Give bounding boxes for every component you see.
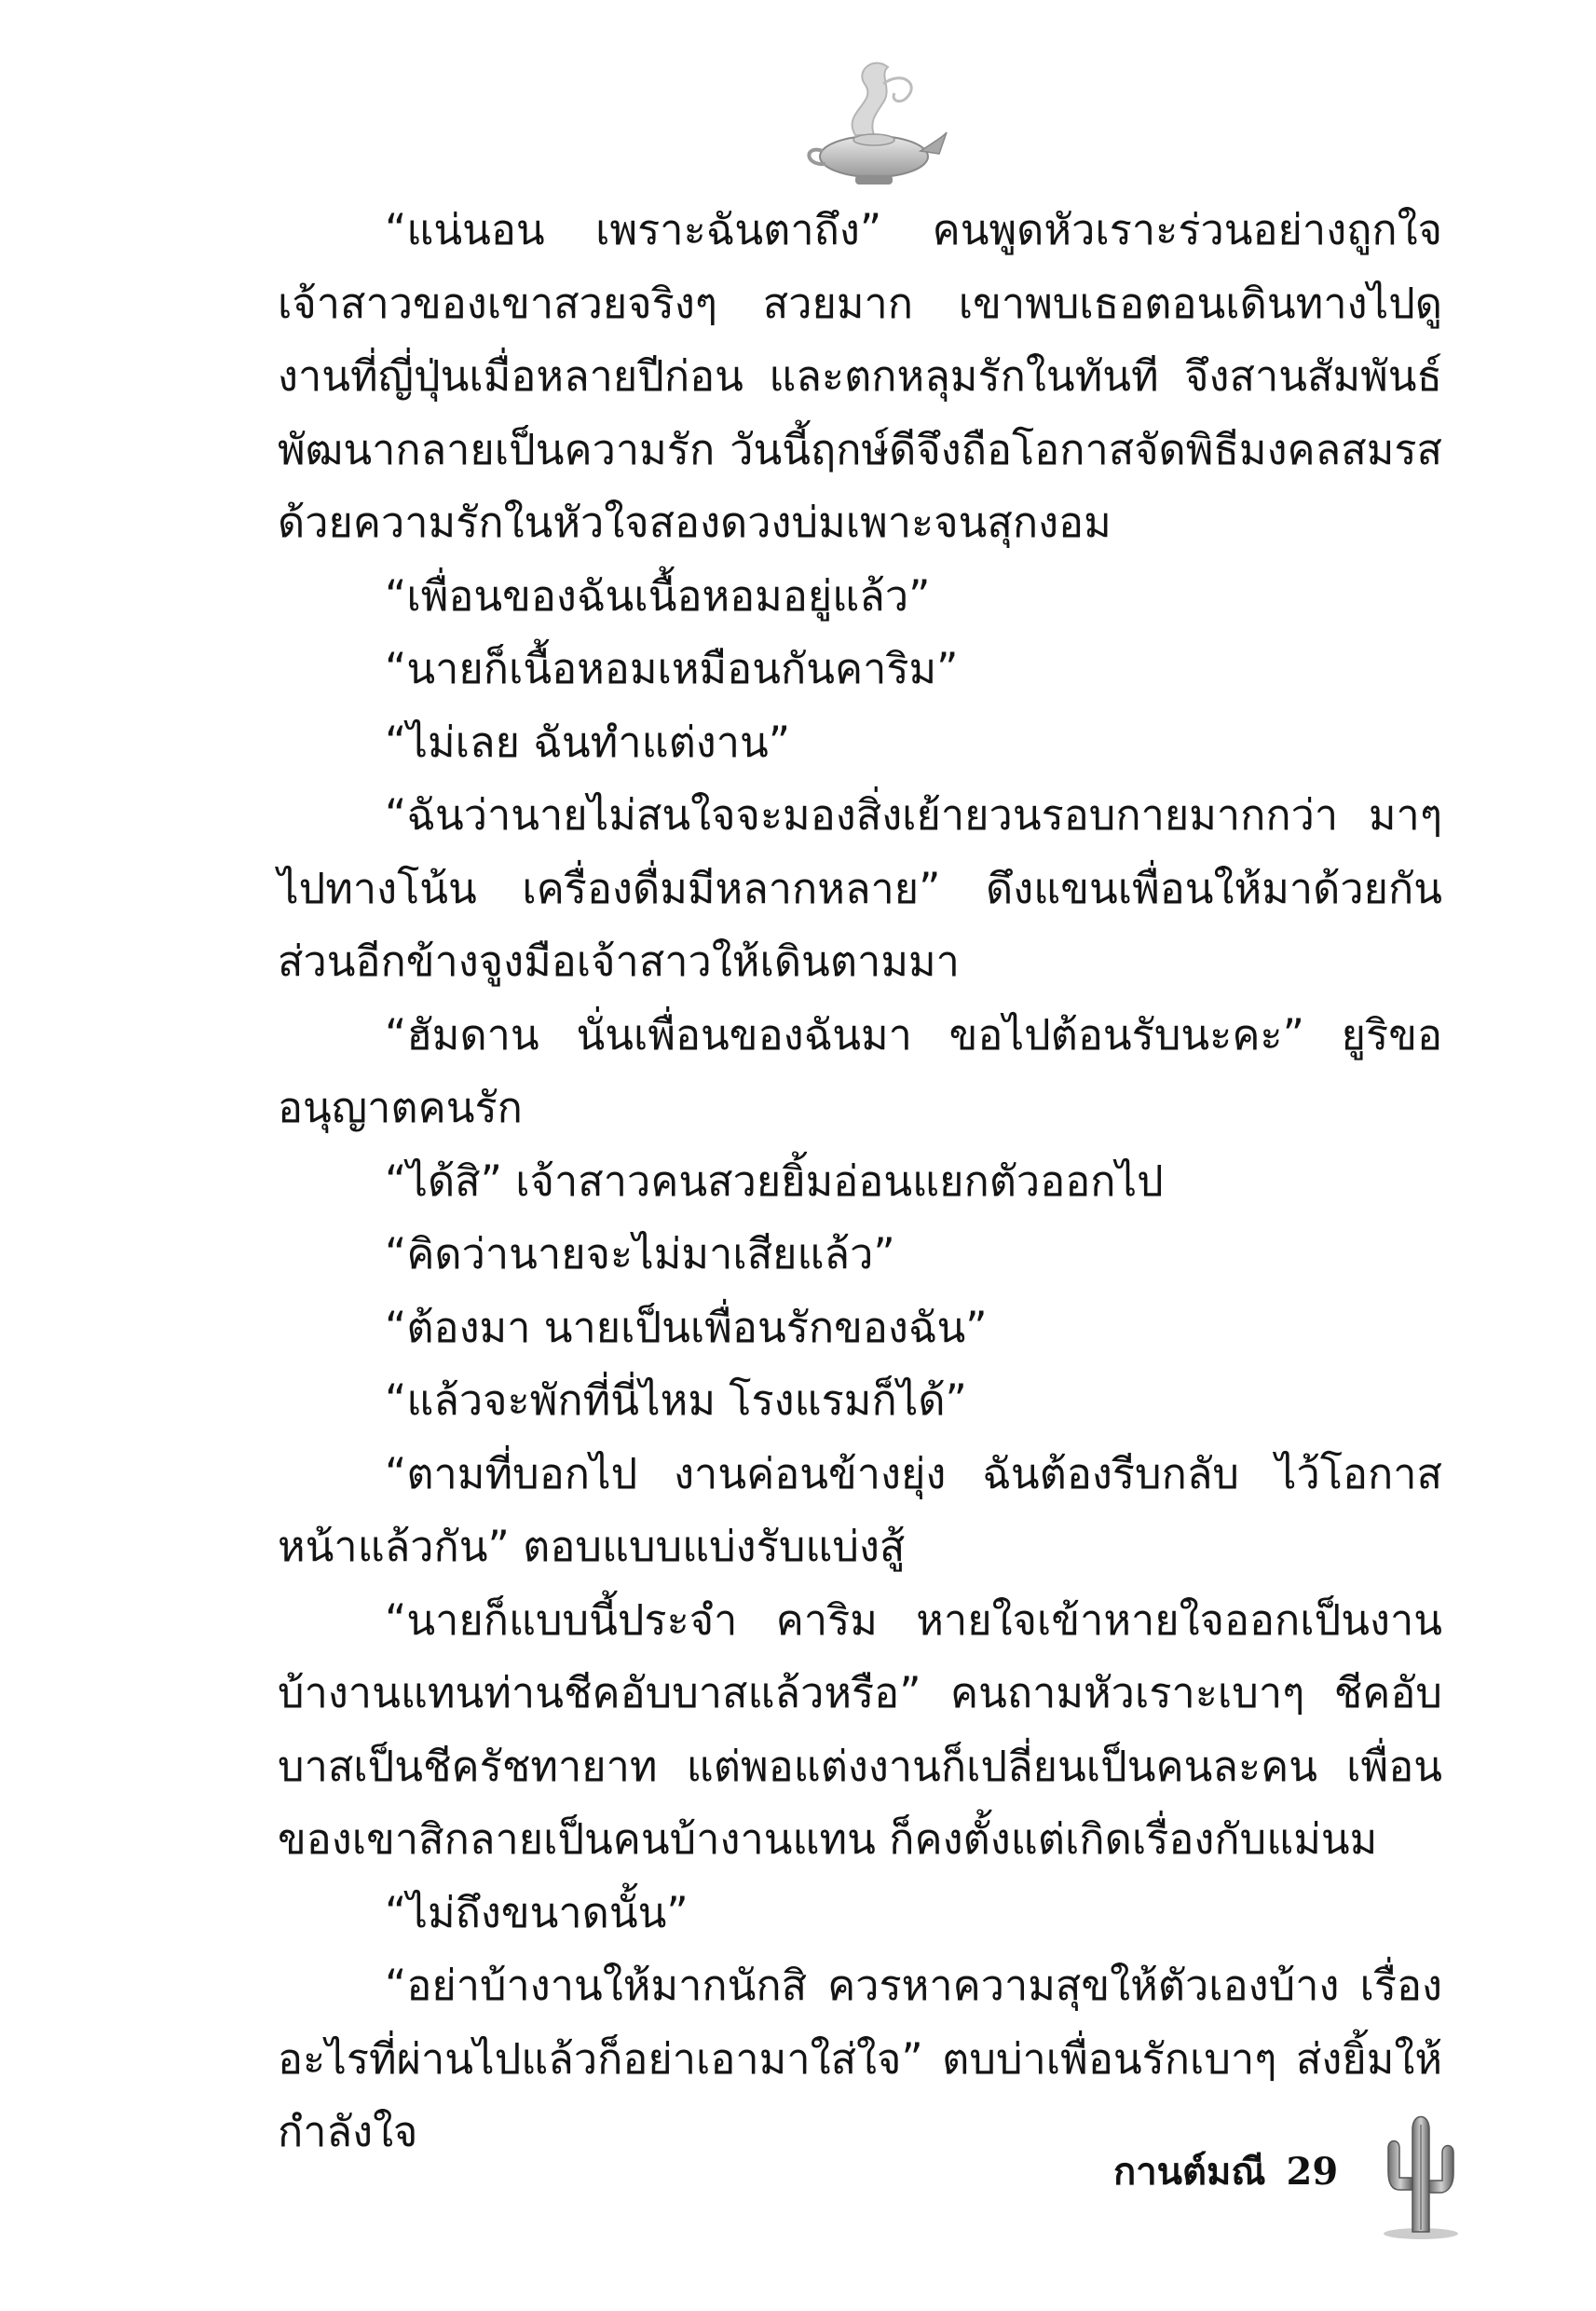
magic-lamp-icon	[790, 47, 948, 205]
paragraph: “ไม่เลย ฉันทำแต่งาน”	[385, 717, 791, 767]
paragraph: “ได้สิ” เจ้าสาวคนสวยยิ้มอ่อนแยกตัวออกไป	[385, 1156, 1164, 1206]
paragraph: “นายก็แบบนี้ประจำ คาริม หายใจเข้าหายใจออกเป็นงาน บ้างานแทนท่านชีคอับบาสแล้วหรือ” คนถามหัวเราะเบาๆ ชีคอับบาสเป็นชีครัชทายาท แต่พอแต่งงานก็เปลี่ยนเป็นคนละคน เพื่อนของเขาสิกลายเป็นคนบ้างานแทน ก็คงตั้งแต่เกิดเรื่องกับแม่นม	[278, 1594, 1442, 1864]
paragraph: “ต้องมา นายเป็นเพื่อนรักของฉัน”	[385, 1302, 988, 1352]
paragraph: “ไม่ถึงขนาดนั้น”	[385, 1887, 689, 1937]
body-text	[278, 194, 1442, 2169]
page-number: 29	[1286, 2149, 1339, 2194]
paragraph: “เพื่อนของฉันเนื้อหอมอยู่แล้ว”	[385, 570, 931, 621]
paragraph: “ฉันว่านายไม่สนใจจะมองสิ่งเย้ายวนรอบกายมากกว่า มาๆ ไปทางโน้น เครื่องดื่มมีหลากหลาย” ดึงแขนเพื่อนให้มาด้วยกัน ส่วนอีกข้างจูงมือเจ้าสาวให้เดินตามมา	[278, 790, 1442, 986]
paragraph: “แน่นอน เพราะฉันตาถึง” คนพูดหัวเราะร่วนอย่างถูกใจ เจ้าสาวของเขาสวยจริงๆ สวยมาก เขาพบเธอตอนเดินทางไปดูงานที่ญี่ปุ่นเมื่อหลายปีก่อน และตกหลุมรักในทันที จึงสานสัมพันธ์พัฒนากลายเป็นความรัก วันนี้ฤกษ์ดีจึงถือโอกาสจัดพิธีมงคลสมรส ด้วยความรักในหัวใจสองดวงบ่มเพาะจนสุกงอม	[278, 205, 1442, 547]
paragraph: “ตามที่บอกไป งานค่อนข้างยุ่ง ฉันต้องรีบกลับ ไว้โอกาสหน้าแล้วกัน” ตอบแบบแบ่งรับแบ่งสู้	[278, 1448, 1442, 1571]
paragraph: “ฮัมดาน นั่นเพื่อนของฉันมา ขอไปต้อนรับนะคะ” ยูริขออนุญาตคนรัก	[278, 1009, 1442, 1132]
paragraph: “นายก็เนื้อหอมเหมือนกันคาริม”	[385, 644, 959, 693]
paragraph: “แล้วจะพักที่นี่ไหม โรงแรมก็ได้”	[385, 1375, 967, 1425]
book-title: กานต์มณี	[1113, 2150, 1266, 2194]
page-footer	[1113, 2129, 1338, 2213]
paragraph: “อย่าบ้างานให้มากนักสิ ควรหาความสุขให้ตัวเองบ้าง เรื่องอะไรที่ผ่านไปแล้วก็อย่าเอามาใส่ใจ” ตบบ่าเพื่อนรักเบาๆ ส่งยิ้มให้กำลังใจ	[278, 1961, 1442, 2156]
cactus-icon	[1379, 2101, 1463, 2241]
paragraph: “คิดว่านายจะไม่มาเสียแล้ว”	[385, 1229, 895, 1279]
